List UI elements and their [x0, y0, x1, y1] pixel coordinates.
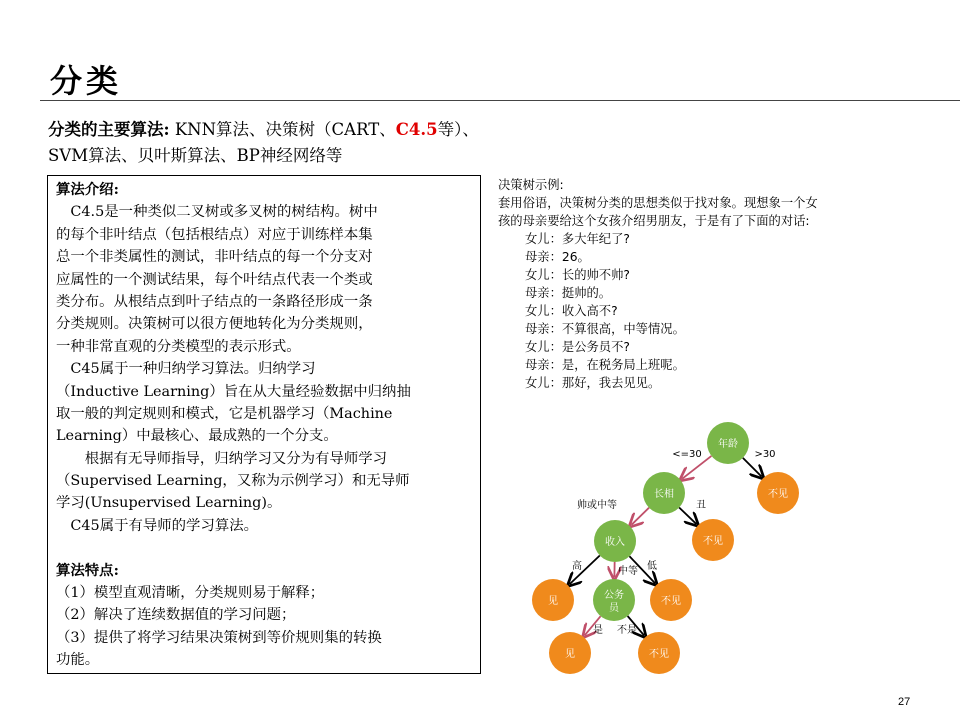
- intro-line: （Supervised Learning，又称为示例学习）和无导师: [56, 473, 410, 490]
- tree-edge-arrow: [631, 508, 649, 525]
- subtitle: [48, 117, 479, 169]
- dialogue-line: 女儿：那好，我去见见。: [525, 376, 661, 390]
- intro-line: 应属性的一个测试结果，每个叶结点代表一个类或: [56, 271, 373, 288]
- intro-line: C45属于一种归纳学习算法。归纳学习: [56, 361, 316, 378]
- subtitle-line-2: SVM算法、贝叶斯算法、BP神经网络等: [48, 146, 343, 165]
- example-heading: 决策树示例:: [498, 178, 564, 192]
- intro-line: 类分布。从根结点到叶子结点的一条路径形成一条: [56, 293, 373, 310]
- intro-line: （1）模型直观清晰，分类规则易于解释；: [56, 585, 325, 602]
- tree-node-label: 不见: [649, 649, 669, 660]
- tree-edge-label: <=30: [672, 449, 702, 460]
- subtitle-highlight: C4.5: [395, 120, 438, 139]
- intro-line: 取一般的判定规则和模式，它是机器学习（Machine: [56, 405, 393, 422]
- dialogue-line: 女儿：多大年纪了?: [525, 232, 630, 246]
- page-title: 分类: [50, 62, 123, 100]
- tree-node-label: 收入: [605, 537, 625, 548]
- tree-decision-node: [707, 422, 749, 464]
- intro-line: 分类规则。决策树可以很方便地转化为分类规则，: [56, 316, 373, 333]
- tree-leaf-node: [532, 579, 574, 621]
- intro-box: [47, 175, 481, 674]
- tree-edge-label: 丑: [696, 500, 706, 511]
- tree-edge-label: 是: [593, 625, 603, 636]
- subtitle-text-2: 等）、: [437, 120, 479, 139]
- example-intro: 孩的母亲要给这个女孩介绍男朋友，于是有了下面的对话:: [498, 214, 810, 228]
- intro-line: 一种非常直观的分类模型的表示形式。: [56, 338, 301, 355]
- decision-tree-diagram: [505, 412, 815, 677]
- dialogue-line: 母亲：不算很高，中等情况。: [525, 322, 685, 336]
- tree-edge-arrow: [679, 508, 696, 525]
- intro-line: 算法介绍:: [56, 181, 119, 198]
- tree-edge-label: 高: [572, 561, 582, 572]
- intro-line: （Inductive Learning）旨在从大量经验数据中归纳抽: [56, 383, 411, 400]
- decision-tree-example: [498, 176, 818, 392]
- intro-line: 的每个非叶结点（包括根结点）对应于训练样本集: [56, 226, 373, 243]
- intro-line: 功能。: [56, 652, 100, 669]
- tree-node-label: 不见: [661, 596, 681, 607]
- tree-decision-node: [643, 472, 685, 514]
- tree-leaf-node: [650, 579, 692, 621]
- tree-node-label: 见: [548, 596, 558, 607]
- subtitle-text: KNN算法、决策树（CART、: [169, 120, 396, 139]
- intro-line: C4.5是一种类似二叉树或多叉树的树结构。树中: [56, 204, 378, 221]
- tree-node-label: 长相: [654, 489, 674, 500]
- title-divider: [40, 100, 960, 101]
- intro-line: 学习(Unsupervised Learning)。: [56, 495, 282, 512]
- dialogue-line: 母亲：挺帅的。: [525, 286, 612, 300]
- tree-leaf-node: [757, 472, 799, 514]
- intro-line: 总一个非类属性的测试，非叶结点的每一个分支对: [56, 249, 373, 266]
- tree-decision-node: [593, 579, 635, 621]
- tree-edge-label: >30: [754, 449, 776, 460]
- intro-line: [56, 537, 480, 559]
- tree-node-label: 员: [609, 603, 619, 614]
- tree-edge-label: 中等: [618, 566, 638, 577]
- intro-line: 根据有无导师指导，归纳学习又分为有导师学习: [56, 450, 387, 467]
- tree-leaf-node: [638, 632, 680, 674]
- dialogue-line: 母亲：是，在税务局上班呢。: [525, 358, 685, 372]
- example-intro: 套用俗语，决策树分类的思想类似于找对象。现想象一个女: [498, 196, 818, 210]
- tree-edge-label: 低: [647, 561, 657, 572]
- tree-node-label: 不见: [703, 536, 723, 547]
- tree-node-label: 不见: [768, 489, 788, 500]
- tree-leaf-node: [692, 519, 734, 561]
- tree-edge-label: 不是: [617, 625, 637, 636]
- dialogue-line: 女儿：长的帅不帅?: [525, 268, 630, 282]
- page-number: 27: [898, 696, 911, 708]
- tree-edge-arrow: [743, 458, 762, 477]
- intro-line: C45属于有导师的学习算法。: [56, 517, 259, 534]
- dialogue-line: 母亲：26。: [525, 250, 590, 264]
- dialogue-line: 女儿：收入高不?: [525, 304, 618, 318]
- tree-decision-node: [594, 520, 636, 562]
- tree-node-label: 公务: [604, 590, 624, 601]
- intro-line: Learning）中最核心、最成熟的一个分支。: [56, 428, 338, 445]
- intro-line: 算法特点:: [56, 561, 119, 579]
- tree-leaf-node: [549, 632, 591, 674]
- intro-line: （3）提供了将学习结果决策树到等价规则集的转换: [56, 629, 382, 646]
- tree-edge-label: 帅或中等: [577, 500, 617, 511]
- dialogue-line: 女儿：是公务员不?: [525, 340, 630, 354]
- intro-line: （2）解决了连续数据值的学习问题；: [56, 607, 296, 624]
- tree-node-label: 见: [565, 649, 575, 660]
- subtitle-label: 分类的主要算法:: [48, 120, 170, 139]
- tree-node-label: 年龄: [718, 439, 738, 450]
